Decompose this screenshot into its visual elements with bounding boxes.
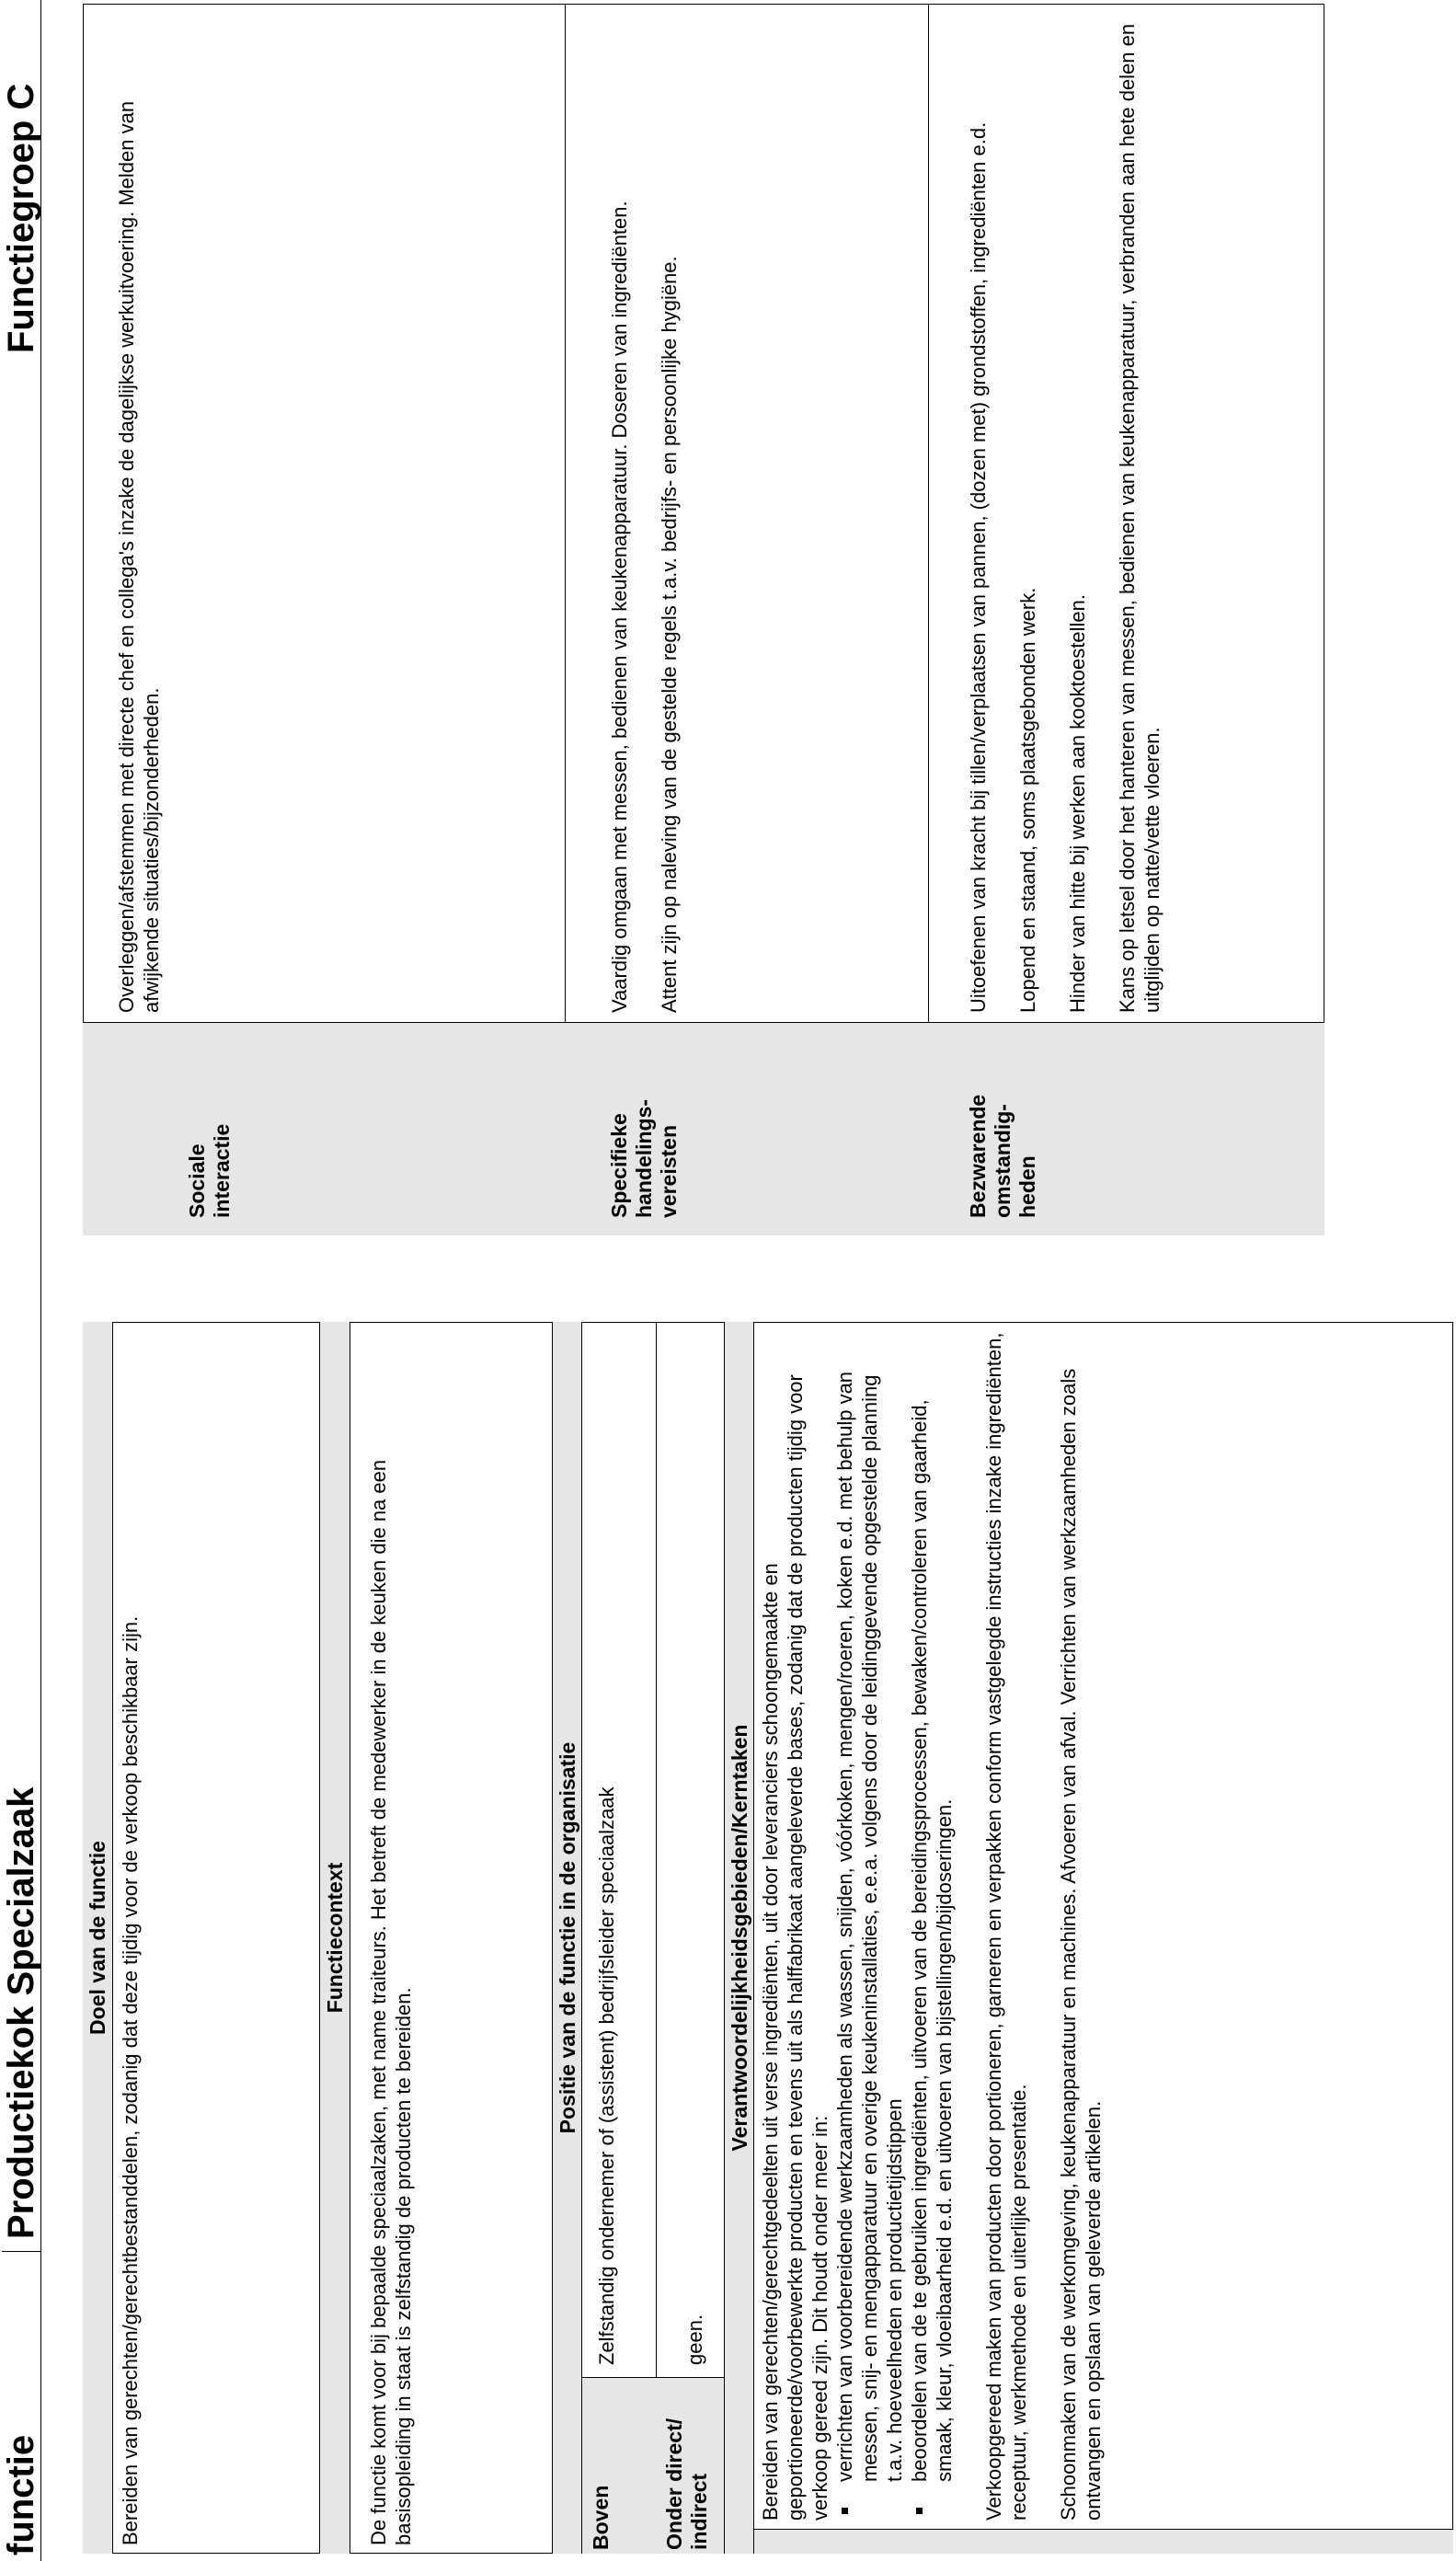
- context-heading: [319, 1322, 350, 2554]
- specifieke-label: Specifieke handelings-vereisten: [565, 1022, 928, 1235]
- bezwarende-item: Lopend en staand, soms plaatsgebonden werk.: [1016, 587, 1039, 1013]
- positie-heading: [552, 1322, 582, 2554]
- doel-text: Bereiden van gerechten/gerechtbestanddelen, zodanig dat deze tijdig voor de verkoop beschikbaar zijn.: [119, 1615, 142, 2545]
- onder-label: Onder direct/ indirect: [656, 2377, 724, 2554]
- kerntaken-para-2: Verkoopgereed maken van producten door portioneren, garneren en verpakken conform vastgelegde instructies inzake ingrediënten, receptuur, werkmethode en uiterlijke presentatie.: [982, 1332, 1030, 2521]
- sociale-text: Overleggen/afstemmen met directe chef en collega's inzake de dagelijkse werkuitvoering. Melden van afwijkende situaties/bijzonderheden.: [115, 100, 163, 1013]
- context-text: De functie komt voor bij bepaalde speciaalzaken, met name traiteurs. Het betreft de medewerker in de keuken die na een basisopleiding in staat is zelfstandig de producten te bereiden.: [367, 1459, 415, 2545]
- kerntaken-intro: Bereiden van gerechten/gerechtgedeelten uit verse ingrediënten, uit door leveranciers schoongemaakte en geportioneerde/voorbewerkte producten en tevens uit als halffabrikaat aangeleverde bases, zodanig dat de producten tijdig voor verkoop gereed zijn. Dit houdt onder meer in:: [759, 1374, 831, 2521]
- bezwarende-item: Uitoefenen van kracht bij tillen/verplaatsen van pannen, (dozen met) grondstoffen, ingrediënten e.d.: [967, 121, 990, 1013]
- bezwarende-item: Hinder van hitte bij werken aan kooktoestellen.: [1066, 594, 1089, 1013]
- kerntaken-heading-text: Verantwoordelijkheidsgebieden/Kerntaken: [728, 1724, 751, 2152]
- boven-value: Zelfstandig ondernemer of (assistent) bedrijfsleider speciaalzaak: [595, 1786, 618, 2365]
- header-title: Productiekok Specialzaak: [1, 1786, 41, 2239]
- doel-heading-text: Doel van de functie: [86, 1841, 109, 2035]
- list-item: beoordelen van de te gebruiken ingrediënten, uitvoeren van de bereidingsprocessen, bewaken/controleren van gaarheid, smaak, kleur, vloeibaarheid e.d. en uitvoeren van bijstellingen/bijdoseringen.: [907, 1329, 957, 2521]
- kerntaken-list: [832, 1329, 957, 2521]
- list-item: verrichten van voorbereidende werkzaamheden als wassen, snijden, vóórkoken, mengen/roeren, koken e.d. met behulp van messen, snij- en mengapparatuur en overige keukeninstallaties, e.e.a. volgens door de leidinggevende opgestelde planning t.a.v. hoeveelheden en productietijdstippen: [832, 1329, 907, 2521]
- boven-label: Boven: [582, 2377, 656, 2554]
- kerntaken-content: [758, 1329, 1106, 2521]
- kerntaken-heading: [724, 1322, 754, 2554]
- doel-heading: [83, 1322, 113, 2554]
- header-group: Functiegroep C: [1, 83, 41, 353]
- onder-value: geen.: [683, 2314, 706, 2365]
- header-functie-label: functie: [1, 2434, 41, 2555]
- specifieke-content: [607, 15, 682, 1013]
- bezwarende-label: Bezwarende omstandig-heden: [928, 1022, 1324, 1235]
- specifieke-item: Vaardig omgaan met messen, bedienen van keukenapparatuur. Doseren van ingrediënten.: [608, 201, 631, 1013]
- specifieke-item: Attent zijn op naleving van de gestelde regels t.a.v. bedrijfs- en persoonlijke hygiëne.: [658, 256, 681, 1013]
- context-heading-text: Functiecontext: [323, 1862, 347, 2014]
- kerntaken-para-3: Schoonmaken van de werkomgeving, keukenapparatuur en machines. Afvoeren van afval. Verrichten van werkzaamheden zoals ontvangen en opslaan van geleverde artikelen.: [1057, 1368, 1105, 2521]
- kerntaken-left-strip: [754, 2529, 1453, 2554]
- bezwarende-content: [966, 15, 1164, 1013]
- positie-heading-text: Positie van de functie in de organisatie: [556, 1741, 579, 2134]
- sociale-label: Sociale interactie: [83, 1022, 565, 1235]
- header-divider-1: [2, 2251, 40, 2252]
- header-underline: [40, 0, 41, 2561]
- positie-row-divider: [656, 1322, 657, 2554]
- bezwarende-item: Kans op letsel door het hanteren van messen, bedienen van keukenapparatuur, verbranden aan hete delen en uitglijden op natte/vette vloeren.: [1116, 23, 1164, 1013]
